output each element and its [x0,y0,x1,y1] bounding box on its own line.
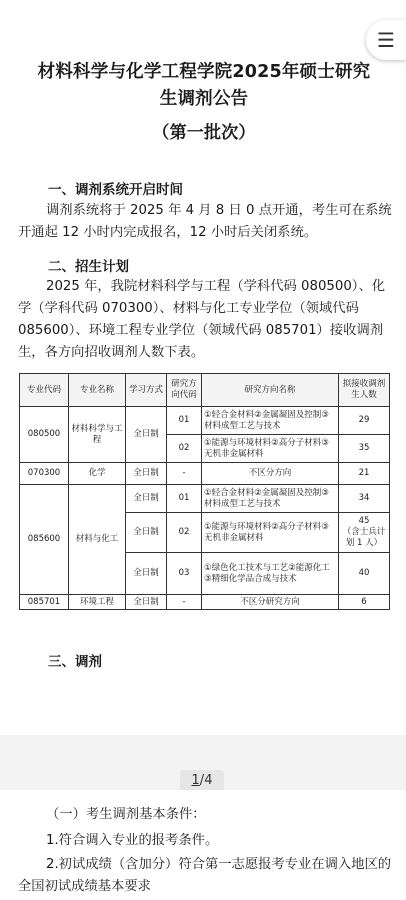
page2-line-1: （一）考生调剂基本条件： [46,807,206,822]
table-row: 085600 材料与化工 全日制 01 ①轻合金材料②金属凝固及控制③材料成型工艺与技术 34 [20,485,390,513]
header-direction-name: 研究方向名称 [202,374,339,407]
header-study-mode: 学习方式 [126,374,167,407]
section-1-heading: 一、调剂系统开启时间 [48,182,183,198]
header-quota: 拟接收调剂生人数 [339,374,390,407]
section-2-paragraph: 2025 年，我院材料科学与工程（学科代码 080500）、化学（学科代码 070300）、材料与化工专业学位（领域代码 085600）、环境工程专业学位（领域代码 085701）接收调剂生，各方向招收调剂人数下表。 [18,279,386,360]
table-row: 全日制 03 ①绿色化工技术与工艺②能源化工③精细化学品合成与技术 40 [20,553,390,595]
title-line-2: 生调剂公告 [159,89,249,109]
title-line-3: （第一批次） [152,123,256,143]
enrollment-table [19,373,390,610]
table-row: 080500 材料科学与工程 全日制 01 ①轻合金材料②金属凝固及控制③材料成型工艺与技术 29 [20,407,390,435]
table-row: 02 ①能源与环境材料②高分子材料③无机非金属材料 35 [20,435,390,463]
title-line-1: 材料科学与化学工程学院2025年硕士研究 [37,62,371,82]
header-major-name: 专业名称 [69,374,126,407]
header-direction-code: 研究方向代码 [167,374,202,407]
section-2-heading: 二、招生计划 [48,259,129,275]
table-row: 全日制 02 ①能源与环境材料②高分子材料③无机非金属材料 45 （含士兵计划 1 人） [20,513,390,553]
table-row: 085701 环境工程 全日制 - 不区分研究方向 6 [20,595,390,610]
table-row: 070300 化学 全日制 - 不区分方向 21 [20,463,390,485]
table-header-row [20,374,390,407]
header-major-code: 专业代码 [20,374,69,407]
section-1-paragraph: 调剂系统将于 2025 年 4 月 8 日 0 点开通，考生可在系统开通起 12 小时内完成报名，12 小时后关闭系统。 [18,203,392,240]
page2-line-3: 2.初试成绩（含加分）符合第一志愿报考专业在调入地区的全国初试成绩基本要求 [18,857,392,894]
page2-line-2: 1.符合调入专业的报考条件。 [46,833,219,848]
page-indicator: 1/4 [180,770,224,792]
hamburger-menu-icon[interactable]: ☰ [366,20,406,60]
section-3-heading: 三、调剂 [48,654,102,670]
document-page-2 [0,790,406,900]
